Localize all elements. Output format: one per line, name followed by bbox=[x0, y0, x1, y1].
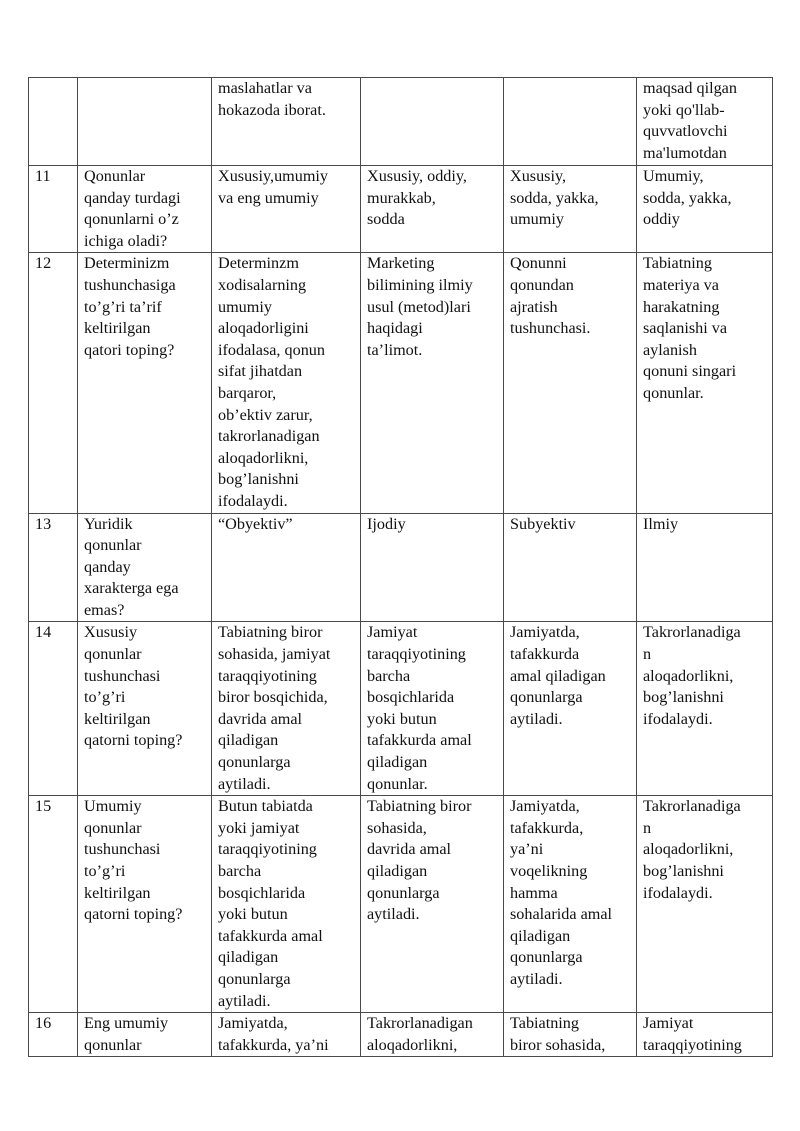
answer-c: Tabiatning biror sohasida, bbox=[504, 1013, 637, 1057]
question-text bbox=[78, 78, 212, 166]
answer-b bbox=[361, 78, 504, 166]
answer-b: Marketing bilimining ilmiy usul (metod)lari haqidagi ta’limot. bbox=[361, 253, 504, 513]
answer-a: maslahatlar va hokazoda iborat. bbox=[212, 78, 361, 166]
answer-d: Umumiy, sodda, yakka, oddiy bbox=[637, 166, 773, 253]
question-text: Xususiy qonunlar tushunchasi to’g’ri keltirilgan qatorni toping? bbox=[78, 622, 212, 796]
answer-d: Takrorlanadiga n aloqadorlikni, bog’lanishni ifodalaydi. bbox=[637, 622, 773, 796]
answer-b: Xususiy, oddiy, murakkab, sodda bbox=[361, 166, 504, 253]
question-text: Eng umumiy qonunlar bbox=[78, 1013, 212, 1057]
table-row bbox=[29, 513, 773, 622]
table-row bbox=[29, 253, 773, 513]
answer-c: Jamiyatda, tafakkurda amal qiladigan qonunlarga aytiladi. bbox=[504, 622, 637, 796]
table-row bbox=[29, 78, 773, 166]
question-text: Qonunlar qanday turdagi qonunlarni o’z ichiga oladi? bbox=[78, 166, 212, 253]
question-number: 12 bbox=[29, 253, 78, 513]
table-row bbox=[29, 1013, 773, 1057]
answer-d: maqsad qilgan yoki qo'llab- quvvatlovchi ma'lumotdan bbox=[637, 78, 773, 166]
question-text: Determinizm tushunchasiga to’g’ri ta’rif keltirilgan qatori toping? bbox=[78, 253, 212, 513]
question-number: 11 bbox=[29, 166, 78, 253]
answer-a: Determinzm xodisalarning umumiy aloqadorligini ifodalasa, qonun sifat jihatdan barqaror, ob’ektiv zarur, takrorlanadigan aloqadorlikni, bog’lanishni ifodalaydi. bbox=[212, 253, 361, 513]
table-row bbox=[29, 796, 773, 1013]
question-number: 14 bbox=[29, 622, 78, 796]
question-number: 16 bbox=[29, 1013, 78, 1057]
answer-a: Tabiatning biror sohasida, jamiyat taraqqiyotining biror bosqichida, davrida amal qiladigan qonunlarga aytiladi. bbox=[212, 622, 361, 796]
answer-c bbox=[504, 78, 637, 166]
answer-a: Xususiy,umumiy va eng umumiy bbox=[212, 166, 361, 253]
answer-d: Takrorlanadiga n aloqadorlikni, bog’lanishni ifodalaydi. bbox=[637, 796, 773, 1013]
answer-b: Ijodiy bbox=[361, 513, 504, 622]
answer-c: Subyektiv bbox=[504, 513, 637, 622]
answer-d: Tabiatning materiya va harakatning saqlanishi va aylanish qonuni singari qonunlar. bbox=[637, 253, 773, 513]
question-text: Yuridik qonunlar qanday xarakterga ega emas? bbox=[78, 513, 212, 622]
answer-c: Qonunni qonundan ajratish tushunchasi. bbox=[504, 253, 637, 513]
question-text: Umumiy qonunlar tushunchasi to’g’ri keltirilgan qatorni toping? bbox=[78, 796, 212, 1013]
answer-a: Jamiyatda, tafakkurda, ya’ni bbox=[212, 1013, 361, 1057]
table-row bbox=[29, 622, 773, 796]
answer-b: Jamiyat taraqqiyotining barcha bosqichlarida yoki butun tafakkurda amal qiladigan qonunlar. bbox=[361, 622, 504, 796]
answer-d: Ilmiy bbox=[637, 513, 773, 622]
table-row bbox=[29, 166, 773, 253]
answer-d: Jamiyat taraqqiyotining bbox=[637, 1013, 773, 1057]
answer-b: Takrorlanadigan aloqadorlikni, bbox=[361, 1013, 504, 1057]
question-number bbox=[29, 78, 78, 166]
question-number: 15 bbox=[29, 796, 78, 1013]
answer-c: Jamiyatda, tafakkurda, ya’ni voqelikning hamma sohalarida amal qiladigan qonunlarga aytiladi. bbox=[504, 796, 637, 1013]
answer-a: “Obyektiv” bbox=[212, 513, 361, 622]
answer-a: Butun tabiatda yoki jamiyat taraqqiyotining barcha bosqichlarida yoki butun tafakkurda amal qiladigan qonunlarga aytiladi. bbox=[212, 796, 361, 1013]
answer-b: Tabiatning biror sohasida, davrida amal qiladigan qonunlarga aytiladi. bbox=[361, 796, 504, 1013]
answer-c: Xususiy, sodda, yakka, umumiy bbox=[504, 166, 637, 253]
question-number: 13 bbox=[29, 513, 78, 622]
quiz-table bbox=[28, 77, 773, 1057]
